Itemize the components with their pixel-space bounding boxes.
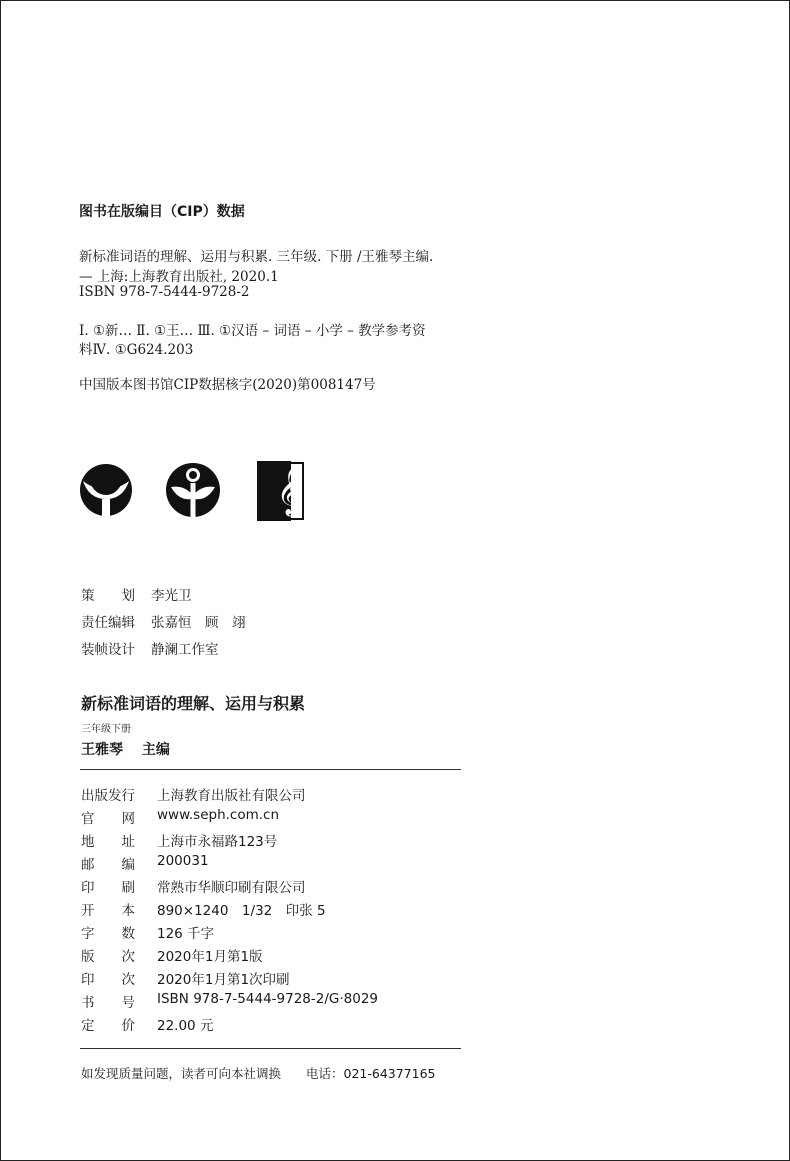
info-label: 书 号 xyxy=(81,995,135,1011)
info-value: 2020年1月第1版 xyxy=(157,949,263,965)
cip-line: 新标准词语的理解、运用与积累. 三年级. 下册 /王雅琴主编. xyxy=(79,249,434,265)
staff-role: 策 划 xyxy=(81,588,135,604)
publisher-logo-sprout-icon xyxy=(165,459,221,525)
cip-line: ISBN 978-7-5444-9728-2 xyxy=(79,284,250,300)
staff-row-planning xyxy=(81,584,192,604)
cip-line: Ⅰ. ①新… Ⅱ. ①王… Ⅲ. ①汉语 – 词语 – 小学 – 教学参考资 xyxy=(79,323,426,339)
info-label: 定 价 xyxy=(81,1018,135,1034)
cip-line: 料Ⅳ. ①G624.203 xyxy=(79,342,194,358)
cip-line: 中国版本图书馆CIP数据核字(2020)第008147号 xyxy=(79,377,376,393)
info-label: 出版发行 xyxy=(81,788,135,804)
info-value: 200031 xyxy=(157,853,209,869)
staff-row-design xyxy=(81,638,219,658)
staff-row-editor xyxy=(81,611,246,631)
info-value: 上海市永福路123号 xyxy=(157,834,278,850)
info-label: 字 数 xyxy=(81,926,135,942)
staff-name: 李光卫 xyxy=(151,588,192,604)
staff-role: 责任编辑 xyxy=(81,615,135,631)
info-row xyxy=(81,922,214,942)
staff-role: 装帧设计 xyxy=(81,642,135,658)
info-label: 版 次 xyxy=(81,949,135,965)
music-logo-icon xyxy=(257,461,305,527)
info-value: 126 千字 xyxy=(157,926,215,942)
cip-heading: 图书在版编目（CIP）数据 xyxy=(79,204,245,220)
book-editor: 王雅琴 主编 xyxy=(81,742,170,758)
footer-notice: 如发现质量问题，读者可向本社调换 电话：021-64377165 xyxy=(81,1066,436,1081)
info-value: 890×1240 1/32 印张 5 xyxy=(157,903,326,919)
staff-name: 静澜工作室 xyxy=(151,642,219,658)
cip-line: — 上海:上海教育出版社, 2020.1 xyxy=(79,269,279,285)
info-value: 常熟市华顺印刷有限公司 xyxy=(157,880,306,896)
info-row xyxy=(81,784,306,804)
book-subtitle: 三年级下册 xyxy=(81,724,131,735)
info-label: 邮 编 xyxy=(81,857,135,873)
info-label: 开 本 xyxy=(81,903,135,919)
staff-name: 张嘉恒 顾 翊 xyxy=(151,615,246,631)
info-label: 地 址 xyxy=(81,834,135,850)
svg-text:𝄞: 𝄞 xyxy=(277,469,301,515)
info-value: www.seph.com.cn xyxy=(157,807,280,823)
info-row xyxy=(81,876,306,896)
info-label: 印 刷 xyxy=(81,880,135,896)
info-value: 22.00 元 xyxy=(157,1018,214,1034)
info-row xyxy=(81,899,326,919)
info-label: 印 次 xyxy=(81,972,135,988)
info-row xyxy=(81,991,378,1011)
info-value: 上海教育出版社有限公司 xyxy=(157,788,306,804)
book-title: 新标准词语的理解、运用与积累 xyxy=(81,694,306,713)
divider xyxy=(80,769,461,770)
info-row xyxy=(81,968,290,988)
info-value: 2020年1月第1次印刷 xyxy=(157,972,290,988)
divider xyxy=(80,1048,461,1049)
info-row xyxy=(81,1014,213,1034)
info-row xyxy=(81,807,279,827)
info-row xyxy=(81,830,277,850)
info-row xyxy=(81,945,263,965)
info-value: ISBN 978-7-5444-9728-2/G·8029 xyxy=(157,991,379,1007)
info-label: 官 网 xyxy=(81,811,135,827)
publisher-logo-icon xyxy=(79,459,133,525)
info-row xyxy=(81,853,209,873)
